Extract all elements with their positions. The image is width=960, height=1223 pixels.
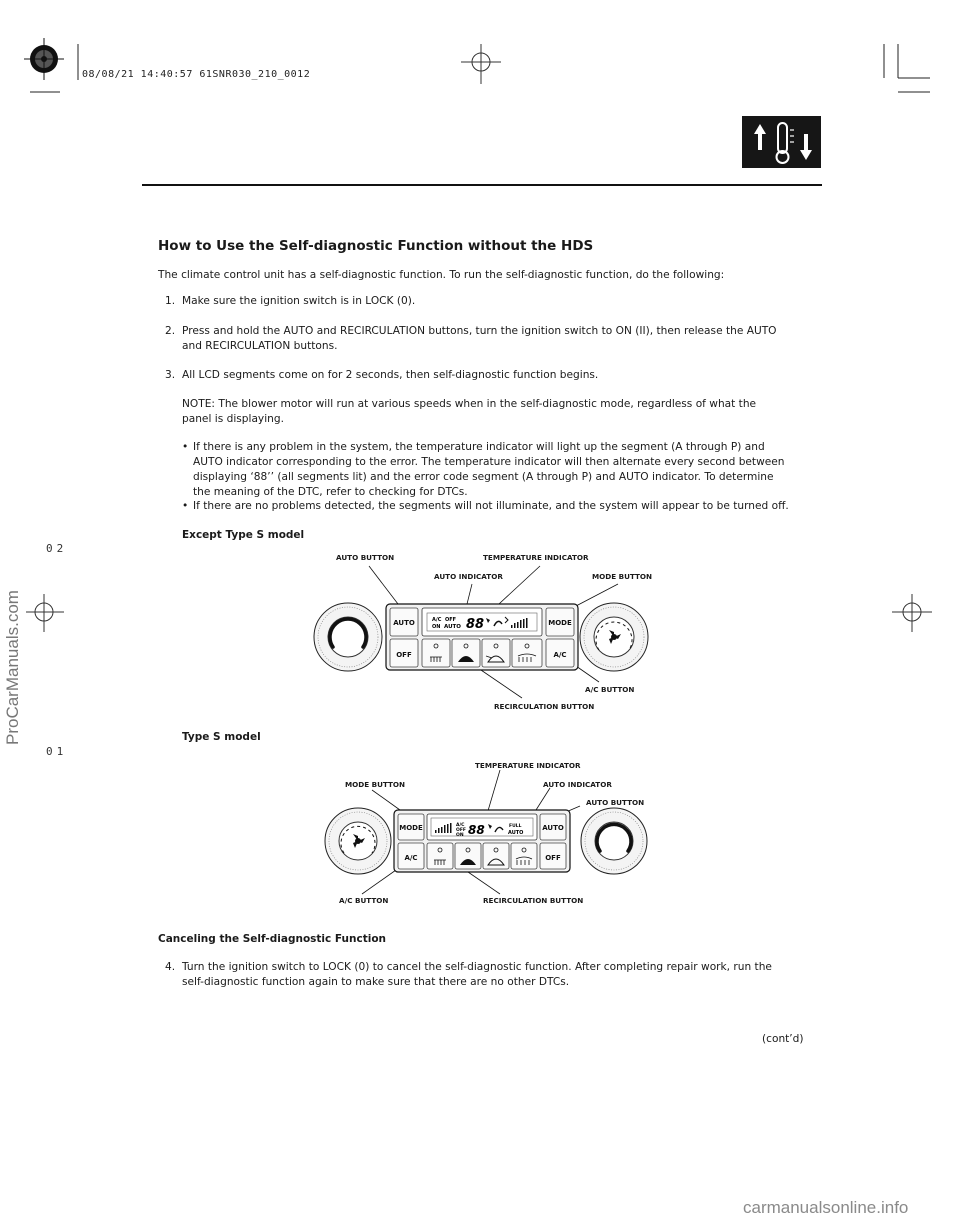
continued-label: (cont’d) bbox=[762, 1033, 804, 1045]
step-2-text: Press and hold the AUTO and RECIRCULATION buttons, turn the ignition switch to ON (II), then release the AUTO bbox=[182, 325, 777, 337]
print-stamp: 08/08/21 14:40:57 61SNR030_210_0012 bbox=[82, 69, 311, 80]
fresh-air-button[interactable] bbox=[482, 639, 510, 667]
margin-mark-01: 01 bbox=[46, 745, 68, 758]
page-title: How to Use the Self-diagnostic Function without the HDS bbox=[158, 238, 594, 254]
auto-button-label: AUTO bbox=[542, 824, 564, 832]
recirculation-button[interactable] bbox=[452, 639, 480, 667]
svg-text:A/C: A/C bbox=[456, 823, 465, 828]
svg-text:OFF: OFF bbox=[445, 617, 457, 623]
auto-button[interactable] bbox=[390, 608, 418, 636]
callout-mode-button: MODE BUTTON bbox=[592, 572, 653, 581]
svg-text:AUTO: AUTO bbox=[508, 830, 524, 836]
rear-defrost-button[interactable] bbox=[427, 843, 453, 869]
off-button[interactable] bbox=[390, 639, 418, 667]
off-button[interactable] bbox=[540, 843, 566, 869]
callout-temperature-indicator: TEMPERATURE INDICATOR bbox=[475, 761, 581, 770]
recirculation-button[interactable] bbox=[455, 843, 481, 869]
off-button-label: OFF bbox=[545, 854, 561, 862]
bullet-2-text: If there are no problems detected, the segments will not illuminate, and the system will appear to be turned off. bbox=[193, 500, 789, 512]
callout-auto-indicator: AUTO INDICATOR bbox=[543, 780, 612, 789]
front-defrost-button[interactable] bbox=[511, 843, 537, 869]
svg-text:A/C: A/C bbox=[432, 617, 442, 623]
callout-temperature-indicator: TEMPERATURE INDICATOR bbox=[483, 553, 589, 562]
off-button-label: OFF bbox=[396, 651, 412, 659]
type-s-label: Type S model bbox=[182, 731, 261, 743]
mode-button[interactable] bbox=[546, 608, 574, 636]
mode-button-label: MODE bbox=[548, 619, 572, 627]
svg-text:FULL: FULL bbox=[509, 824, 522, 829]
callout-ac-button: A/C BUTTON bbox=[339, 896, 389, 905]
ac-button-label: A/C bbox=[404, 854, 418, 862]
step-4-number: 4. bbox=[165, 961, 176, 973]
bullet-1-text-4: the meaning of the DTC, refer to checking for DTCs. bbox=[193, 486, 468, 498]
header-rule bbox=[142, 184, 822, 186]
svg-text:ON: ON bbox=[456, 833, 464, 838]
fan-speed-knob[interactable] bbox=[580, 603, 648, 671]
intro-text: The climate control unit has a self-diagnostic function. To run the self-diagnostic function, do the following: bbox=[158, 269, 725, 281]
svg-text:OFF: OFF bbox=[456, 828, 466, 833]
note-text: NOTE: The blower motor will run at various speeds when in the self-diagnostic mode, regardless of what the bbox=[182, 398, 757, 410]
step-3-number: 3. bbox=[165, 369, 176, 381]
bullet-1-text-2: AUTO indicator corresponding to the error. The temperature indicator will then alternate every second between bbox=[193, 456, 785, 468]
cancel-section-title: Canceling the Self-diagnostic Function bbox=[158, 933, 387, 945]
ac-button[interactable] bbox=[546, 639, 574, 667]
svg-text:AUTO: AUTO bbox=[444, 624, 461, 630]
fan-speed-knob[interactable] bbox=[325, 808, 391, 874]
callout-mode-button: MODE BUTTON bbox=[345, 780, 406, 789]
rear-defrost-button[interactable] bbox=[422, 639, 450, 667]
step-2-text-cont: and RECIRCULATION buttons. bbox=[182, 340, 338, 352]
bullet-marker: • bbox=[182, 441, 189, 453]
mode-button[interactable] bbox=[398, 814, 424, 840]
temperature-88: 88 bbox=[466, 617, 485, 632]
bullet-1-text: If there is any problem in the system, the temperature indicator will light up the segment (A through P) and bbox=[193, 441, 765, 453]
mode-button-label: MODE bbox=[399, 824, 423, 832]
step-2-number: 2. bbox=[165, 325, 176, 337]
bullet-1-text-3: displaying ‘88’’ (all segments lit) and the error code segment (A through P) and AUTO indicator. To determine bbox=[193, 471, 774, 483]
callout-ac-button: A/C BUTTON bbox=[585, 685, 635, 694]
callout-auto-indicator: AUTO INDICATOR bbox=[434, 572, 503, 581]
climate-control-icon bbox=[742, 116, 821, 168]
callout-recirculation-button: RECIRCULATION BUTTON bbox=[483, 896, 584, 905]
footer-watermark: carmanualsonline.info bbox=[743, 1198, 909, 1217]
temperature-knob[interactable] bbox=[314, 603, 382, 671]
callout-auto-button: AUTO BUTTON bbox=[336, 553, 395, 562]
climate-panel-except-type-s bbox=[300, 560, 670, 700]
step-1-text: Make sure the ignition switch is in LOCK (0). bbox=[182, 295, 416, 307]
lcd-display bbox=[422, 608, 542, 636]
svg-text:ON: ON bbox=[432, 624, 441, 630]
except-type-s-label: Except Type S model bbox=[182, 529, 305, 541]
side-watermark: ProCarManuals.com bbox=[3, 590, 22, 745]
note-text-cont: panel is displaying. bbox=[182, 413, 284, 425]
ac-button-label: A/C bbox=[553, 651, 567, 659]
temperature-88: 88 bbox=[468, 823, 485, 837]
lcd-display bbox=[427, 814, 537, 840]
margin-mark-02: 02 bbox=[46, 542, 68, 555]
callout-recirculation-button: RECIRCULATION BUTTON bbox=[494, 702, 595, 711]
auto-button-label: AUTO bbox=[393, 619, 415, 627]
step-3-text: All LCD segments come on for 2 seconds, then self-diagnostic function begins. bbox=[182, 369, 599, 381]
auto-button[interactable] bbox=[540, 814, 566, 840]
bullet-marker: • bbox=[182, 500, 189, 512]
ac-button[interactable] bbox=[398, 843, 424, 869]
climate-panel-type-s bbox=[310, 770, 660, 900]
temperature-knob[interactable] bbox=[581, 808, 647, 874]
step-4-text-cont: self-diagnostic function again to make sure that there are no other DTCs. bbox=[182, 976, 570, 988]
callout-auto-button: AUTO BUTTON bbox=[586, 798, 645, 807]
step-1-number: 1. bbox=[165, 295, 176, 307]
fresh-air-button[interactable] bbox=[483, 843, 509, 869]
step-4-text: Turn the ignition switch to LOCK (0) to cancel the self-diagnostic function. After completing repair work, run the bbox=[182, 961, 772, 973]
front-defrost-button[interactable] bbox=[512, 639, 542, 667]
